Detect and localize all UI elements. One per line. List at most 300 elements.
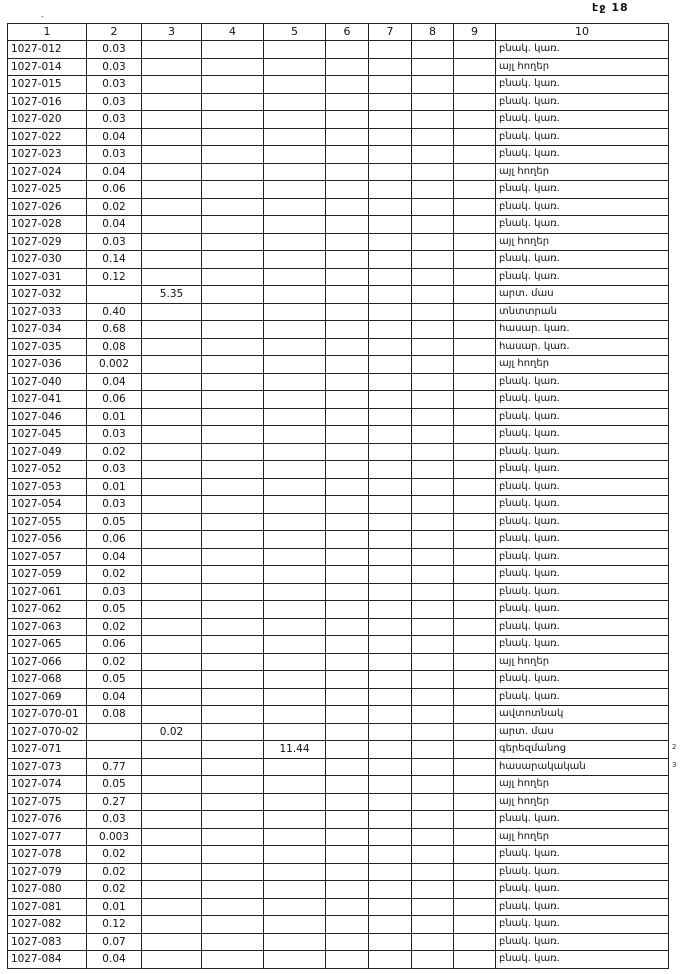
empty-cell — [412, 268, 454, 286]
empty-cell — [326, 93, 369, 111]
empty-cell — [369, 618, 412, 636]
empty-cell — [202, 566, 264, 584]
empty-cell — [369, 111, 412, 129]
empty-cell — [202, 426, 264, 444]
empty-cell — [412, 76, 454, 94]
cell-c5 — [264, 618, 326, 636]
cell-c10: այլ հողեր — [496, 653, 669, 671]
cell-c2: 0.03 — [87, 811, 142, 829]
cell-c1: 1027-069 — [8, 688, 87, 706]
table-row — [8, 898, 669, 916]
cell-c10: բնակ. կառ. — [496, 41, 669, 59]
table-row — [8, 338, 669, 356]
cell-c1: 1027-084 — [8, 951, 87, 969]
cell-c3 — [142, 76, 202, 94]
cell-c2: 0.05 — [87, 671, 142, 689]
cell-c3 — [142, 216, 202, 234]
cell-c1: 1027-035 — [8, 338, 87, 356]
table-row — [8, 863, 669, 881]
table-row — [8, 548, 669, 566]
table-body — [8, 41, 669, 969]
empty-cell — [454, 391, 496, 409]
cell-c2: 0.12 — [87, 268, 142, 286]
empty-cell — [454, 583, 496, 601]
empty-cell — [202, 198, 264, 216]
empty-cell — [454, 251, 496, 269]
cell-c1: 1027-078 — [8, 846, 87, 864]
cell-c3 — [142, 181, 202, 199]
empty-cell — [326, 951, 369, 969]
empty-cell — [202, 618, 264, 636]
cell-c5 — [264, 566, 326, 584]
empty-cell — [454, 566, 496, 584]
empty-cell — [412, 828, 454, 846]
cell-c2 — [87, 286, 142, 304]
empty-cell — [412, 426, 454, 444]
cell-c1: 1027-029 — [8, 233, 87, 251]
empty-cell — [326, 653, 369, 671]
cell-c2: 0.68 — [87, 321, 142, 339]
cell-c10: բնակ. կառ. — [496, 496, 669, 514]
empty-cell — [326, 671, 369, 689]
empty-cell — [412, 41, 454, 59]
empty-cell — [202, 881, 264, 899]
cell-c2: 0.04 — [87, 373, 142, 391]
cell-c5 — [264, 583, 326, 601]
cell-c1: 1027-049 — [8, 443, 87, 461]
empty-cell — [412, 531, 454, 549]
cell-c2: 0.01 — [87, 408, 142, 426]
cell-c10: բնակ. կառ. — [496, 548, 669, 566]
cell-c5 — [264, 58, 326, 76]
table-row — [8, 513, 669, 531]
cell-c5 — [264, 828, 326, 846]
cell-c10: բնակ. կառ. — [496, 181, 669, 199]
cell-c3 — [142, 548, 202, 566]
table-row — [8, 408, 669, 426]
empty-cell — [202, 846, 264, 864]
cell-c3 — [142, 478, 202, 496]
empty-cell — [412, 181, 454, 199]
table-row — [8, 566, 669, 584]
empty-cell — [454, 373, 496, 391]
cell-c1: 1027-055 — [8, 513, 87, 531]
empty-cell — [369, 811, 412, 829]
empty-cell — [412, 391, 454, 409]
table-row — [8, 793, 669, 811]
cell-c2: 0.27 — [87, 793, 142, 811]
empty-cell — [454, 548, 496, 566]
empty-cell — [412, 916, 454, 934]
column-header-5: 5 — [264, 24, 326, 41]
empty-cell — [454, 321, 496, 339]
cell-c10: բնակ. կառ. — [496, 111, 669, 129]
column-header-9: 9 — [454, 24, 496, 41]
empty-cell — [369, 268, 412, 286]
cell-c5 — [264, 478, 326, 496]
cell-c2: 0.02 — [87, 653, 142, 671]
cell-c3 — [142, 41, 202, 59]
empty-cell — [369, 443, 412, 461]
cell-c5 — [264, 233, 326, 251]
cell-c3 — [142, 601, 202, 619]
cell-c5 — [264, 303, 326, 321]
empty-cell — [326, 373, 369, 391]
table-row — [8, 391, 669, 409]
empty-cell — [369, 41, 412, 59]
cell-c2: 0.03 — [87, 58, 142, 76]
cell-c5 — [264, 356, 326, 374]
empty-cell — [369, 373, 412, 391]
table-row — [8, 636, 669, 654]
empty-cell — [369, 933, 412, 951]
cell-c3 — [142, 933, 202, 951]
cell-c5 — [264, 688, 326, 706]
cell-c1: 1027-031 — [8, 268, 87, 286]
empty-cell — [369, 793, 412, 811]
cell-c1: 1027-073 — [8, 758, 87, 776]
cell-c10: բնակ. կառ. — [496, 513, 669, 531]
empty-cell — [454, 286, 496, 304]
table-row — [8, 181, 669, 199]
cell-c5 — [264, 706, 326, 724]
cell-c3 — [142, 233, 202, 251]
empty-cell — [454, 863, 496, 881]
table-row — [8, 723, 669, 741]
cell-c2: 0.03 — [87, 496, 142, 514]
empty-cell — [202, 828, 264, 846]
cell-c10: գերեզմանոց — [496, 741, 669, 759]
empty-cell — [326, 426, 369, 444]
cell-c1: 1027-082 — [8, 916, 87, 934]
cell-c5 — [264, 163, 326, 181]
empty-cell — [326, 793, 369, 811]
empty-cell — [412, 688, 454, 706]
table-row — [8, 356, 669, 374]
empty-cell — [326, 688, 369, 706]
cell-c5 — [264, 128, 326, 146]
empty-cell — [202, 723, 264, 741]
empty-cell — [454, 636, 496, 654]
empty-cell — [369, 916, 412, 934]
cell-c1: 1027-012 — [8, 41, 87, 59]
empty-cell — [369, 951, 412, 969]
cell-c2: 0.04 — [87, 163, 142, 181]
table-row — [8, 163, 669, 181]
cell-c5 — [264, 531, 326, 549]
cell-c10: բնակ. կառ. — [496, 846, 669, 864]
empty-cell — [326, 163, 369, 181]
table-row — [8, 303, 669, 321]
column-header-2: 2 — [87, 24, 142, 41]
cell-c1: 1027-061 — [8, 583, 87, 601]
cell-c1: 1027-032 — [8, 286, 87, 304]
empty-cell — [412, 776, 454, 794]
cell-c5 — [264, 181, 326, 199]
table-row — [8, 128, 669, 146]
empty-cell — [326, 636, 369, 654]
cell-c5 — [264, 548, 326, 566]
cell-c1: 1027-034 — [8, 321, 87, 339]
empty-cell — [454, 426, 496, 444]
empty-cell — [202, 76, 264, 94]
empty-cell — [202, 216, 264, 234]
empty-cell — [369, 513, 412, 531]
cell-c3 — [142, 951, 202, 969]
empty-cell — [326, 898, 369, 916]
empty-cell — [454, 951, 496, 969]
column-header-7: 7 — [369, 24, 412, 41]
empty-cell — [412, 548, 454, 566]
cell-c3 — [142, 636, 202, 654]
empty-cell — [202, 373, 264, 391]
empty-cell — [326, 251, 369, 269]
cell-c10: հասար. կառ. — [496, 338, 669, 356]
cell-c1: 1027-020 — [8, 111, 87, 129]
cell-c3 — [142, 566, 202, 584]
empty-cell — [202, 706, 264, 724]
empty-cell — [326, 531, 369, 549]
cell-c3 — [142, 461, 202, 479]
empty-cell — [412, 461, 454, 479]
empty-cell — [326, 478, 369, 496]
empty-cell — [369, 671, 412, 689]
cell-c10: բնակ. կառ. — [496, 128, 669, 146]
cell-c10: բնակ. կառ. — [496, 671, 669, 689]
cell-c5 — [264, 653, 326, 671]
cell-c10: բնակ. կառ. — [496, 268, 669, 286]
table-row — [8, 373, 669, 391]
cell-c1: 1027-023 — [8, 146, 87, 164]
empty-cell — [454, 93, 496, 111]
cell-c2: 0.02 — [87, 443, 142, 461]
empty-cell — [369, 426, 412, 444]
cell-c5 — [264, 146, 326, 164]
cell-c1: 1027-076 — [8, 811, 87, 829]
empty-cell — [202, 863, 264, 881]
page-number-label: էջ 18 — [592, 1, 629, 14]
cell-c1: 1027-062 — [8, 601, 87, 619]
empty-cell — [326, 233, 369, 251]
cell-c2: 0.08 — [87, 706, 142, 724]
empty-cell — [369, 706, 412, 724]
empty-cell — [326, 776, 369, 794]
empty-cell — [412, 338, 454, 356]
cell-c10: բնակ. կառ. — [496, 216, 669, 234]
empty-cell — [202, 688, 264, 706]
empty-cell — [454, 461, 496, 479]
cell-c10: ավտոտնակ — [496, 706, 669, 724]
cell-c3 — [142, 146, 202, 164]
cell-c5 — [264, 671, 326, 689]
empty-cell — [454, 758, 496, 776]
cell-c5 — [264, 881, 326, 899]
cell-c5 — [264, 951, 326, 969]
empty-cell — [412, 93, 454, 111]
cell-c5 — [264, 268, 326, 286]
cell-c5 — [264, 601, 326, 619]
cell-c1: 1027-026 — [8, 198, 87, 216]
cell-c1: 1027-075 — [8, 793, 87, 811]
cell-c10: հասարակական — [496, 758, 669, 776]
empty-cell — [454, 741, 496, 759]
empty-cell — [369, 688, 412, 706]
empty-cell — [202, 583, 264, 601]
empty-cell — [202, 513, 264, 531]
empty-cell — [412, 881, 454, 899]
empty-cell — [369, 356, 412, 374]
empty-cell — [412, 111, 454, 129]
empty-cell — [326, 391, 369, 409]
empty-cell — [326, 181, 369, 199]
empty-cell — [412, 478, 454, 496]
empty-cell — [202, 776, 264, 794]
cell-c3 — [142, 338, 202, 356]
cell-c3 — [142, 793, 202, 811]
table-row — [8, 76, 669, 94]
table-row — [8, 811, 669, 829]
empty-cell — [202, 933, 264, 951]
table-row — [8, 146, 669, 164]
empty-cell — [412, 671, 454, 689]
empty-cell — [369, 828, 412, 846]
empty-cell — [412, 566, 454, 584]
empty-cell — [202, 478, 264, 496]
cell-c2: 0.14 — [87, 251, 142, 269]
cell-c3 — [142, 58, 202, 76]
cell-c1: 1027-036 — [8, 356, 87, 374]
cell-c5 — [264, 426, 326, 444]
cell-c10: այլ հողեր — [496, 793, 669, 811]
empty-cell — [326, 198, 369, 216]
empty-cell — [454, 828, 496, 846]
empty-cell — [369, 146, 412, 164]
empty-cell — [369, 898, 412, 916]
cell-c10: բնակ. կառ. — [496, 636, 669, 654]
empty-cell — [454, 531, 496, 549]
cell-c10: բնակ. կառ. — [496, 951, 669, 969]
empty-cell — [326, 881, 369, 899]
cell-c2: 0.03 — [87, 146, 142, 164]
empty-cell — [369, 461, 412, 479]
empty-cell — [326, 828, 369, 846]
empty-cell — [326, 216, 369, 234]
cell-c3 — [142, 408, 202, 426]
empty-cell — [412, 636, 454, 654]
cell-c2: 0.12 — [87, 916, 142, 934]
empty-cell — [454, 618, 496, 636]
empty-cell — [412, 321, 454, 339]
cell-c5 — [264, 863, 326, 881]
cell-c10: բնակ. կառ. — [496, 863, 669, 881]
cell-c3 — [142, 758, 202, 776]
empty-cell — [454, 408, 496, 426]
cell-c3 — [142, 846, 202, 864]
cell-c1: 1027-024 — [8, 163, 87, 181]
column-header-3: 3 — [142, 24, 202, 41]
table-row — [8, 933, 669, 951]
empty-cell — [202, 496, 264, 514]
cell-c3 — [142, 618, 202, 636]
cell-c2: 0.05 — [87, 601, 142, 619]
empty-cell — [369, 198, 412, 216]
cell-c2: 0.02 — [87, 566, 142, 584]
cell-c3 — [142, 811, 202, 829]
empty-cell — [202, 58, 264, 76]
cell-c10: արտ. մաս — [496, 723, 669, 741]
table-row — [8, 198, 669, 216]
empty-cell — [454, 233, 496, 251]
cell-c1: 1027-071 — [8, 741, 87, 759]
empty-cell — [326, 408, 369, 426]
empty-cell — [202, 356, 264, 374]
empty-cell — [454, 653, 496, 671]
empty-cell — [326, 303, 369, 321]
column-header-4: 4 — [202, 24, 264, 41]
empty-cell — [202, 758, 264, 776]
cell-c2: 0.02 — [87, 863, 142, 881]
cell-c1: 1027-040 — [8, 373, 87, 391]
cell-c2: 0.002 — [87, 356, 142, 374]
table-row — [8, 671, 669, 689]
table-row — [8, 828, 669, 846]
cell-c10: բնակ. կառ. — [496, 443, 669, 461]
cell-c1: 1027-025 — [8, 181, 87, 199]
cell-c10: բնակ. կառ. — [496, 461, 669, 479]
cell-c3 — [142, 916, 202, 934]
cell-c2: 0.03 — [87, 76, 142, 94]
cell-c2: 0.03 — [87, 41, 142, 59]
empty-cell — [326, 286, 369, 304]
empty-cell — [326, 496, 369, 514]
cell-c3 — [142, 531, 202, 549]
empty-cell — [326, 916, 369, 934]
empty-cell — [412, 233, 454, 251]
table-row — [8, 951, 669, 969]
empty-cell — [326, 706, 369, 724]
cell-c5 — [264, 93, 326, 111]
empty-cell — [202, 251, 264, 269]
table-row — [8, 286, 669, 304]
table-row — [8, 111, 669, 129]
cell-c2: 0.05 — [87, 776, 142, 794]
cell-c1: 1027-053 — [8, 478, 87, 496]
cell-c2: 0.03 — [87, 461, 142, 479]
cell-c5 — [264, 793, 326, 811]
cell-c10: այլ հողեր — [496, 233, 669, 251]
cell-c5 — [264, 111, 326, 129]
cell-c2: 0.06 — [87, 531, 142, 549]
cell-c1: 1027-046 — [8, 408, 87, 426]
empty-cell — [202, 233, 264, 251]
empty-cell — [454, 881, 496, 899]
empty-cell — [202, 408, 264, 426]
cell-c5 — [264, 513, 326, 531]
cell-c5 — [264, 723, 326, 741]
cell-c3 — [142, 706, 202, 724]
empty-cell — [412, 583, 454, 601]
empty-cell — [412, 163, 454, 181]
empty-cell — [454, 916, 496, 934]
empty-cell — [202, 111, 264, 129]
table-row — [8, 426, 669, 444]
empty-cell — [202, 951, 264, 969]
empty-cell — [369, 881, 412, 899]
table-row — [8, 531, 669, 549]
empty-cell — [326, 618, 369, 636]
empty-cell — [454, 356, 496, 374]
table-row — [8, 58, 669, 76]
